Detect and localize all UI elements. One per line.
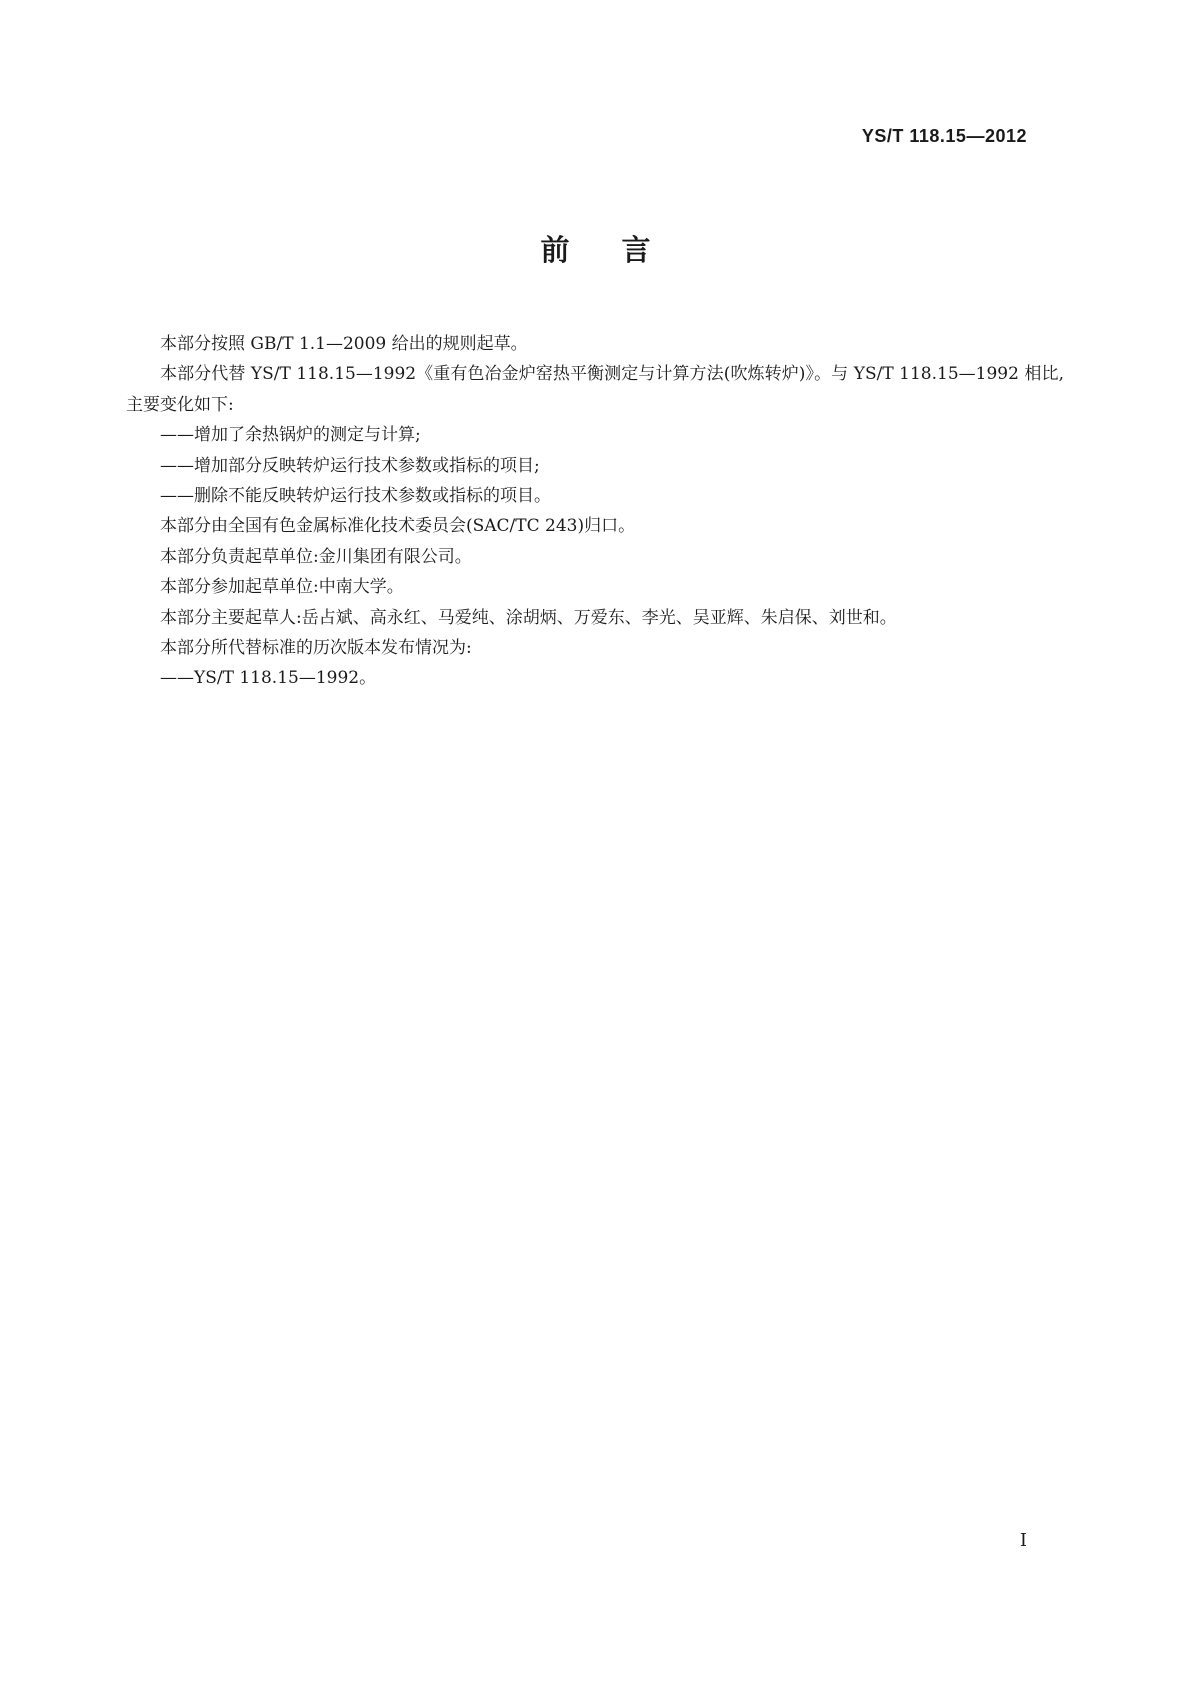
change-item: ——删除不能反映转炉运行技术参数或指标的项目。 [160, 486, 551, 507]
change-item: ——增加部分反映转炉运行技术参数或指标的项目; [160, 455, 540, 476]
change-item: ——增加了余热锅炉的测定与计算; [160, 425, 421, 446]
history-item: ——YS/T 118.15—1992。 [160, 668, 377, 689]
paragraph-committee: 本部分由全国有色金属标准化技术委员会(SAC/TC 243)归口。 [160, 516, 636, 537]
paragraph-participating-unit: 本部分参加起草单位:中南大学。 [160, 577, 404, 598]
paragraph-drafting-rules: 本部分按照 GB/T 1.1—2009 给出的规则起草。 [160, 334, 528, 354]
document-body [126, 329, 1064, 694]
paragraph-drafters: 本部分主要起草人:岳占斌、高永红、马爱纯、涂胡炳、万爱东、李光、吴亚辉、朱启保、刘世和。 [160, 607, 897, 628]
standard-code: YS/T 118.15—2012 [861, 126, 1027, 146]
paragraph-responsible-unit: 本部分负责起草单位:金川集团有限公司。 [160, 546, 472, 567]
paragraph-history-intro: 本部分所代替标准的历次版本发布情况为: [160, 638, 472, 659]
page-title: 前言 [540, 233, 703, 267]
paragraph-replacement: 本部分代替 YS/T 118.15—1992《重有色冶金炉窑热平衡测定与计算方法(吹炼转炉)》。与 YS/T 118.15—1992 相比,主要变化如下: [126, 364, 1064, 415]
page-number: I [1019, 1530, 1027, 1551]
